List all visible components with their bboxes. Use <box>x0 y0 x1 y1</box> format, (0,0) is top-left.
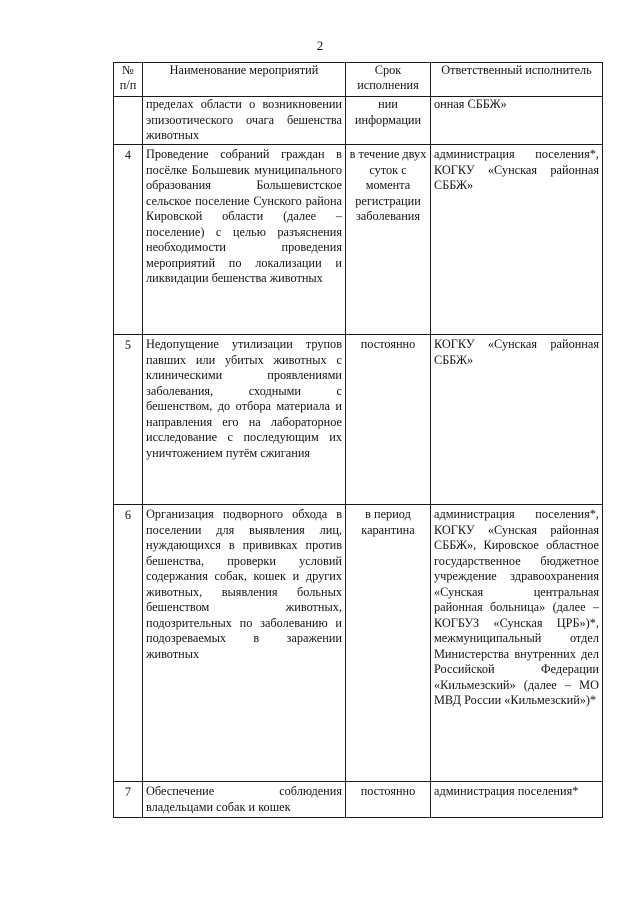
table-row-4 <box>114 145 603 335</box>
header-term: Срок исполнения <box>346 63 431 97</box>
row-responsible: администрация поселения*, КОГКУ «Сунская районная СББЖ», Кировское областное государственное бюджетное учреждение здравоохранения «Сунская центральная районная больница» (далее – КОГБУЗ «Сунская ЦРБ»)*, межмуниципальный отдел Министерства внутренних дел Российской Федерации «Кильмезский» (далее – МО МВД России «Кильмезский»)* <box>431 505 603 782</box>
row-name: пределах области о возникновении эпизоотического очага бешенства животных <box>143 97 346 145</box>
row-num: 4 <box>114 145 143 335</box>
row-num <box>114 97 143 145</box>
table-header-row <box>114 63 603 97</box>
header-responsible: Ответственный исполнитель <box>431 63 603 97</box>
table-row-5 <box>114 335 603 505</box>
row-name: Организация подворного обхода в поселении для выявления лиц, нуждающихся в прививках против бешенства, проверки условий содержания собак, кошек и других животных, выявления больных бешенством животных, подозрительных по заболеванию и подозреваемых в заражении животных <box>143 505 346 782</box>
table-row-continuation <box>114 97 603 145</box>
row-name: Недопущение утилизации трупов павших или убитых животных с клиническими проявлениями заболевания, сходными с бешенством, до отбора материала и направления его на лабораторное исследование с последующим их уничтожением путём сжигания <box>143 335 346 505</box>
table-row-6 <box>114 505 603 782</box>
measures-table <box>113 62 603 818</box>
page-number: 2 <box>316 38 324 53</box>
row-term: постоянно <box>346 335 431 505</box>
row-num: 7 <box>114 782 143 818</box>
row-name: Проведение собраний граждан в посёлке Большевик муниципального образования Большевистское сельское поселение Сунского района Кировской области (далее – поселение) с целью разъяснения необходимости проведения мероприятий по локализации и ликвидации бешенства животных <box>143 145 346 335</box>
row-responsible: администрация поселения*, КОГКУ «Сунская районная СББЖ» <box>431 145 603 335</box>
row-term: нии информации <box>346 97 431 145</box>
row-term: в период карантина <box>346 505 431 782</box>
header-name: Наименование мероприятий <box>143 63 346 97</box>
row-name: Обеспечение соблюдения владельцами собак и кошек <box>143 782 346 818</box>
row-responsible: КОГКУ «Сунская районная СББЖ» <box>431 335 603 505</box>
row-responsible: администрация поселения* <box>431 782 603 818</box>
table-row-7 <box>114 782 603 818</box>
header-num: № п/п <box>114 63 143 97</box>
row-num: 6 <box>114 505 143 782</box>
row-responsible: онная СББЖ» <box>431 97 603 145</box>
row-term: в течение двух суток с момента регистрации заболевания <box>346 145 431 335</box>
row-term: постоянно <box>346 782 431 818</box>
row-num: 5 <box>114 335 143 505</box>
